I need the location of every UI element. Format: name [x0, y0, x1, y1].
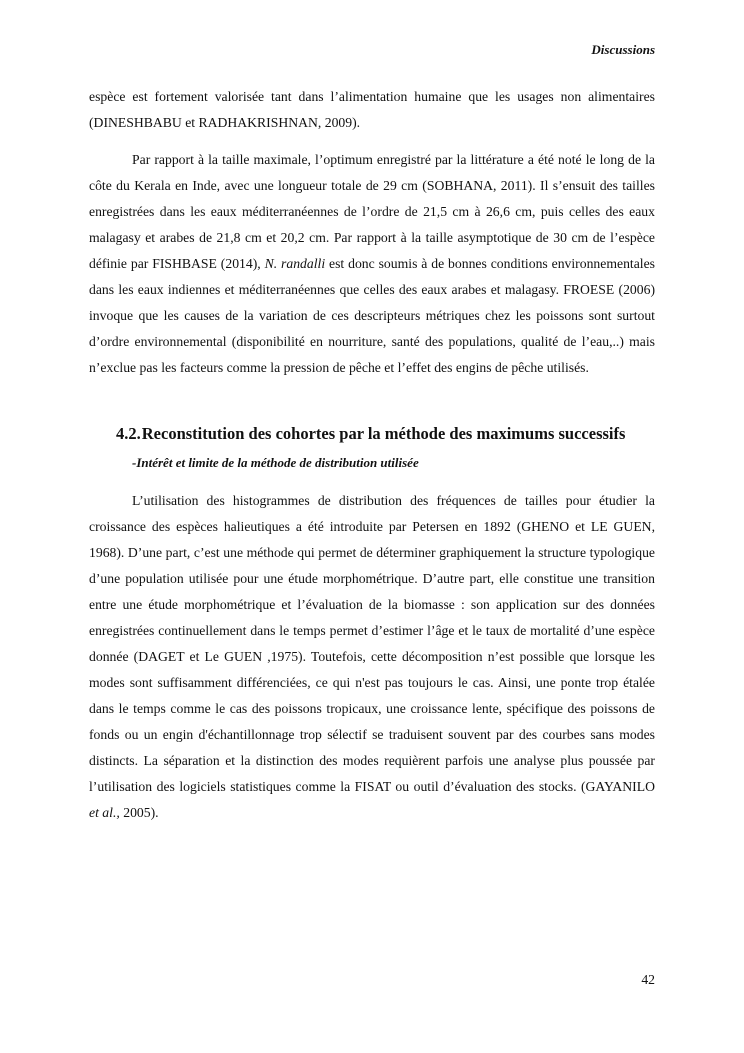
text-segment: Par rapport à la taille maximale, l’optimum enregistré par la littérature a été noté le long de la côte du Kerala en Inde, avec une longueur totale de 29 cm (SOBHANA, 2011). Il s’ensuit des tailles enregistrées dans les eaux méditerranéennes de l’ordre de 21,5 cm à 26,6 cm, puis celles des eaux malagasy et arabes de 21,8 cm et 20,2 cm. Par rapport à la taille asymptotique de 30 cm de l’espèce définie par FISHBASE (2014), — [89, 152, 655, 271]
running-header: Discussions — [591, 42, 655, 57]
paragraph — [89, 488, 655, 826]
italic-text: N. randalli — [264, 256, 326, 271]
body-text-bottom — [89, 488, 655, 826]
subheading: -Intérêt et limite de la méthode de distribution utilisée — [132, 455, 419, 470]
paragraph — [89, 147, 655, 381]
text-segment: espèce est fortement valorisée tant dans l’alimentation humaine que les usages non alimentaires (DINESHBABU et RADHAKRISHNAN, 2009). — [89, 89, 655, 130]
section-heading — [116, 424, 625, 444]
italic-text: et al., — [89, 805, 120, 820]
section-title: Reconstitution des cohortes par la méthode des maximums successifs — [141, 424, 626, 443]
text-segment: L’utilisation des histogrammes de distribution des fréquences de tailles pour étudier la croissance des espèces halieutiques a été introduite par Petersen en 1892 (GHENO et LE GUEN, 1968). D’une part, c’est une méthode qui permet de déterminer graphiquement la structure typologique d’une population utilisée pour une étude morphométrique. D’autre part, elle constitue une transition entre une étude morphométrique et l’évaluation de la biomasse : son application sur des données enregistrées continuellement dans le temps permet d’estimer l’âge et le taux de mortalité d’une espèce donnée (DAGET et Le GUEN ,1975). Toutefois, cette décomposition n’est possible que lorsque les modes sont suffisamment différenciées, ce qui n'est pas toujours le cas. Ainsi, une ponte trop étalée dans le temps comme le cas des poissons tropicaux, une croissance lente, spécifique des poissons de fonds ou un engin d'échantillonnage trop sélectif se traduisent souvent par des courbes sans modes distincts. La séparation et la distinction des modes requièrent parfois une analyse plus poussée par l’utilisation des logiciels statistiques comme la FISAT ou outil d’évaluation des stocks. (GAYANILO — [89, 493, 655, 794]
text-segment: est donc soumis à de bonnes conditions environnementales dans les eaux indiennes et méditerranéennes que celles des eaux arabes et malagasy. FROESE (2006) invoque que les causes de la variation de ces descripteurs métriques chez les poissons sont surtout d’ordre environnemental (disponibilité en nourriture, santé des populations, qualité de l’eau,..) mais n’exclue pas les facteurs comme la pression de pêche et l’effet des engins de pêche utilisés. — [89, 256, 655, 375]
text-segment: 2005). — [119, 805, 159, 820]
paragraph — [89, 84, 655, 136]
body-text-top — [89, 84, 655, 381]
page-number: 42 — [641, 972, 655, 987]
section-number: 4.2. — [116, 424, 141, 443]
